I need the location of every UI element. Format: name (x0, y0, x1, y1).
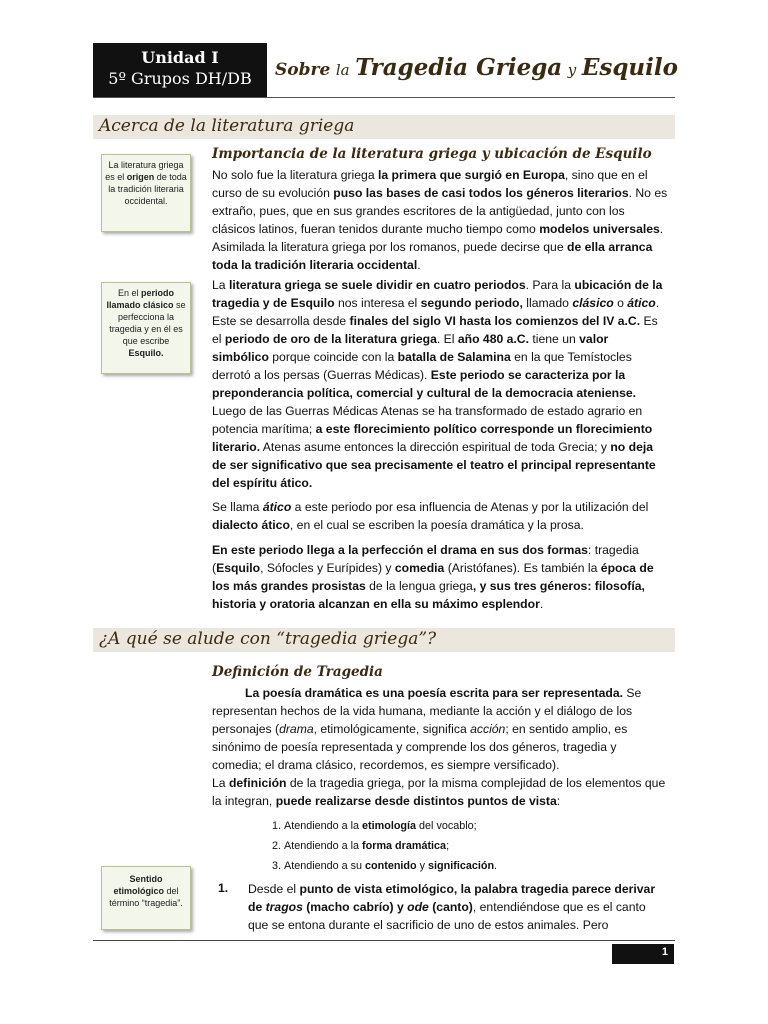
paragraph: No solo fue la literatura griega la primera que surgió en Europa, sino que en el curso de su evolución puso las bases de casi todos los géneros literarios. No es extraño, pues, que en sus grandes escritores de la antigüedad, junto con los clásicos latinos, fueran tenidos durante mucho tiempo como modelos universales. Asimilada la literatura griega por los romanos, puede decirse que de ella arranca toda la tradición literaria occidental. (212, 168, 668, 272)
subsection-heading: Importancia de la literatura griega y ubicación de Esquilo (212, 146, 652, 162)
subsection-heading: Definición de Tragedia (212, 664, 383, 680)
paragraph: Se llama ático a este periodo por esa influencia de Atenas y por la utilización del dialecto ático, en el cual se escriben la poesía dramática y la prosa. (212, 500, 649, 532)
paragraph: La poesía dramática es una poesía escrita para ser representada. Se representan hechos de la vida humana, mediante la acción y el diálogo de los personajes (drama, etimológicamente, significa acción; en sentido amplio, es sinónimo de poesía representada y comprende los dos géneros, tragedia y comedia; el drama clásico, recordemos, es siempre versificado). (212, 686, 642, 772)
list-item: 1. Atendiendo a la etimología del vocablo; (284, 816, 644, 836)
margin-note: La literatura griega es el origen de toda la tradición literaria occidental. (101, 154, 191, 232)
section-heading-bar (93, 115, 675, 139)
viewpoint-list (258, 816, 644, 876)
list-item: 3. Atendiendo a su contenido y significación. (284, 856, 644, 876)
item-number: 1. (218, 881, 229, 895)
header-divider (93, 97, 675, 98)
list-item: 2. Atendiendo a la forma dramática; (284, 836, 644, 856)
paragraph: En este periodo llega a la perfección el drama en sus dos formas: tragedia (Esquilo, Sófocles y Eurípides) y comedia (Aristófanes). Es también la época de los más grandes prosistas de la lengua griega, y sus tres géneros: filosofía, historia y oratoria alcanzan en ella su máximo esplendor. (212, 543, 654, 611)
page-number: 1 (661, 946, 668, 958)
margin-note: Sentido etimológico del término “tragedia”. (101, 866, 191, 930)
margin-note: En el periodo llamado clásico se perfecciona la tragedia y en él es que escribe Esquilo. (101, 282, 191, 374)
section-heading-bar (93, 628, 675, 652)
section-heading: ¿A qué se alude con “tragedia griega”? (99, 629, 437, 649)
page-number-box (612, 944, 674, 964)
groups-label: 5º Grupos DH/DB (108, 69, 252, 88)
section-heading: Acerca de la literatura griega (99, 116, 355, 136)
paragraph: La definición de la tragedia griega, por la misma complejidad de los elementos que la integran, puede realizarse desde distintos puntos de vista: (212, 776, 666, 808)
paragraph: La literatura griega se suele dividir en cuatro periodos. Para la ubicación de la tragedia y de Esquilo nos interesa el segundo periodo, llamado clásico o ático. Este se desarrolla desde finales del siglo VI hasta los comienzos del IV a.C. Es el periodo de oro de la literatura griega. El año 480 a.C. tiene un valor simbólico porque coincide con la batalla de Salamina en la que Temístocles derrotó a los persas (Guerras Médicas). Este periodo se caracteriza por la preponderancia política, comercial y cultural de la democracia ateniense. Luego de las Guerras Médicas Atenas se ha transformado de estado agrario en potencia marítima; a este florecimiento político corresponde un florecimiento literario. Atenas asume entonces la dirección espiritual de toda Grecia; y no deja de ser significativo que sea precisamente el teatro el principal representante del espíritu ático. (212, 278, 663, 490)
unit-header-box (93, 43, 267, 97)
page-title: Sobre la Tragedia Griega y Esquilo (275, 54, 678, 81)
footer-divider (93, 940, 675, 941)
paragraph: Desde el punto de vista etimológico, la palabra tragedia parece derivar de tragos (macho cabrío) y ode (canto), entendiéndose que es el canto que se entona durante el sacrificio de uno de estos animales. Pero (248, 882, 656, 932)
unit-label: Unidad I (141, 48, 219, 67)
